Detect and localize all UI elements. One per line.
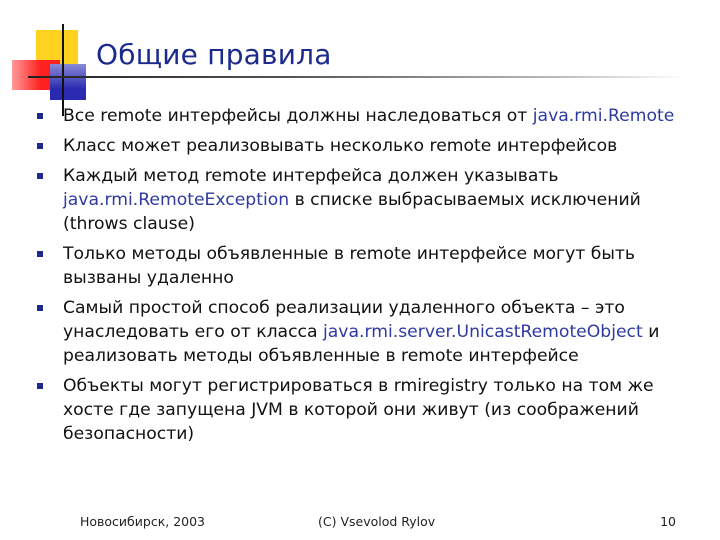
bullet-item — [32, 374, 692, 446]
bullet-item — [32, 134, 692, 158]
bullet-text: Все remote интерфейсы должны наследоваться от — [63, 106, 533, 126]
bullet-text: и реализовать методы объявленные в remote интерфейсе — [63, 322, 660, 366]
logo-vertical-line — [62, 24, 64, 116]
bullet-item — [32, 296, 692, 368]
bullet-item — [32, 104, 692, 128]
code-reference: java.rmi.Remote — [532, 106, 675, 126]
footer-author: (C) Vsevolod Rylov — [318, 514, 436, 529]
bullet-text: Класс может реализовывать несколько remote интерфейсов — [63, 136, 618, 156]
code-reference: java.rmi.RemoteException — [63, 190, 290, 210]
bullet-marker-icon — [37, 383, 43, 389]
bullet-marker-icon — [37, 251, 43, 257]
bullet-text: Только методы объявленные в remote интерфейсе могут быть вызваны удаленно — [63, 244, 636, 288]
bullet-item — [32, 242, 692, 290]
code-reference: java.rmi.server.UnicastRemoteObject — [323, 322, 643, 342]
bullet-text: Каждый метод remote интерфейса должен указывать — [63, 166, 559, 186]
bullet-text: Объекты могут регистрироваться в rmiregistry только на том же хосте где запущена JVM в которой они живут (из соображений безопасности) — [63, 376, 654, 444]
bullet-marker-icon — [37, 173, 43, 179]
bullet-text: Самый простой способ реализации удаленного объекта – это унаследовать его от класса — [63, 298, 625, 342]
bullet-marker-icon — [37, 305, 43, 311]
bullet-item — [32, 164, 692, 236]
logo-blue-square — [50, 64, 86, 100]
page-number: 10 — [660, 514, 676, 529]
bullet-marker-icon — [37, 143, 43, 149]
bullet-marker-icon — [37, 113, 43, 119]
title-underline — [28, 76, 688, 78]
slide-title: Общие правила — [96, 38, 332, 71]
bullet-text: в списке выбрасываемых исключений (throws clause) — [63, 190, 641, 234]
footer-location: Новосибирск, 2003 — [80, 514, 206, 529]
bullet-list — [32, 104, 692, 452]
